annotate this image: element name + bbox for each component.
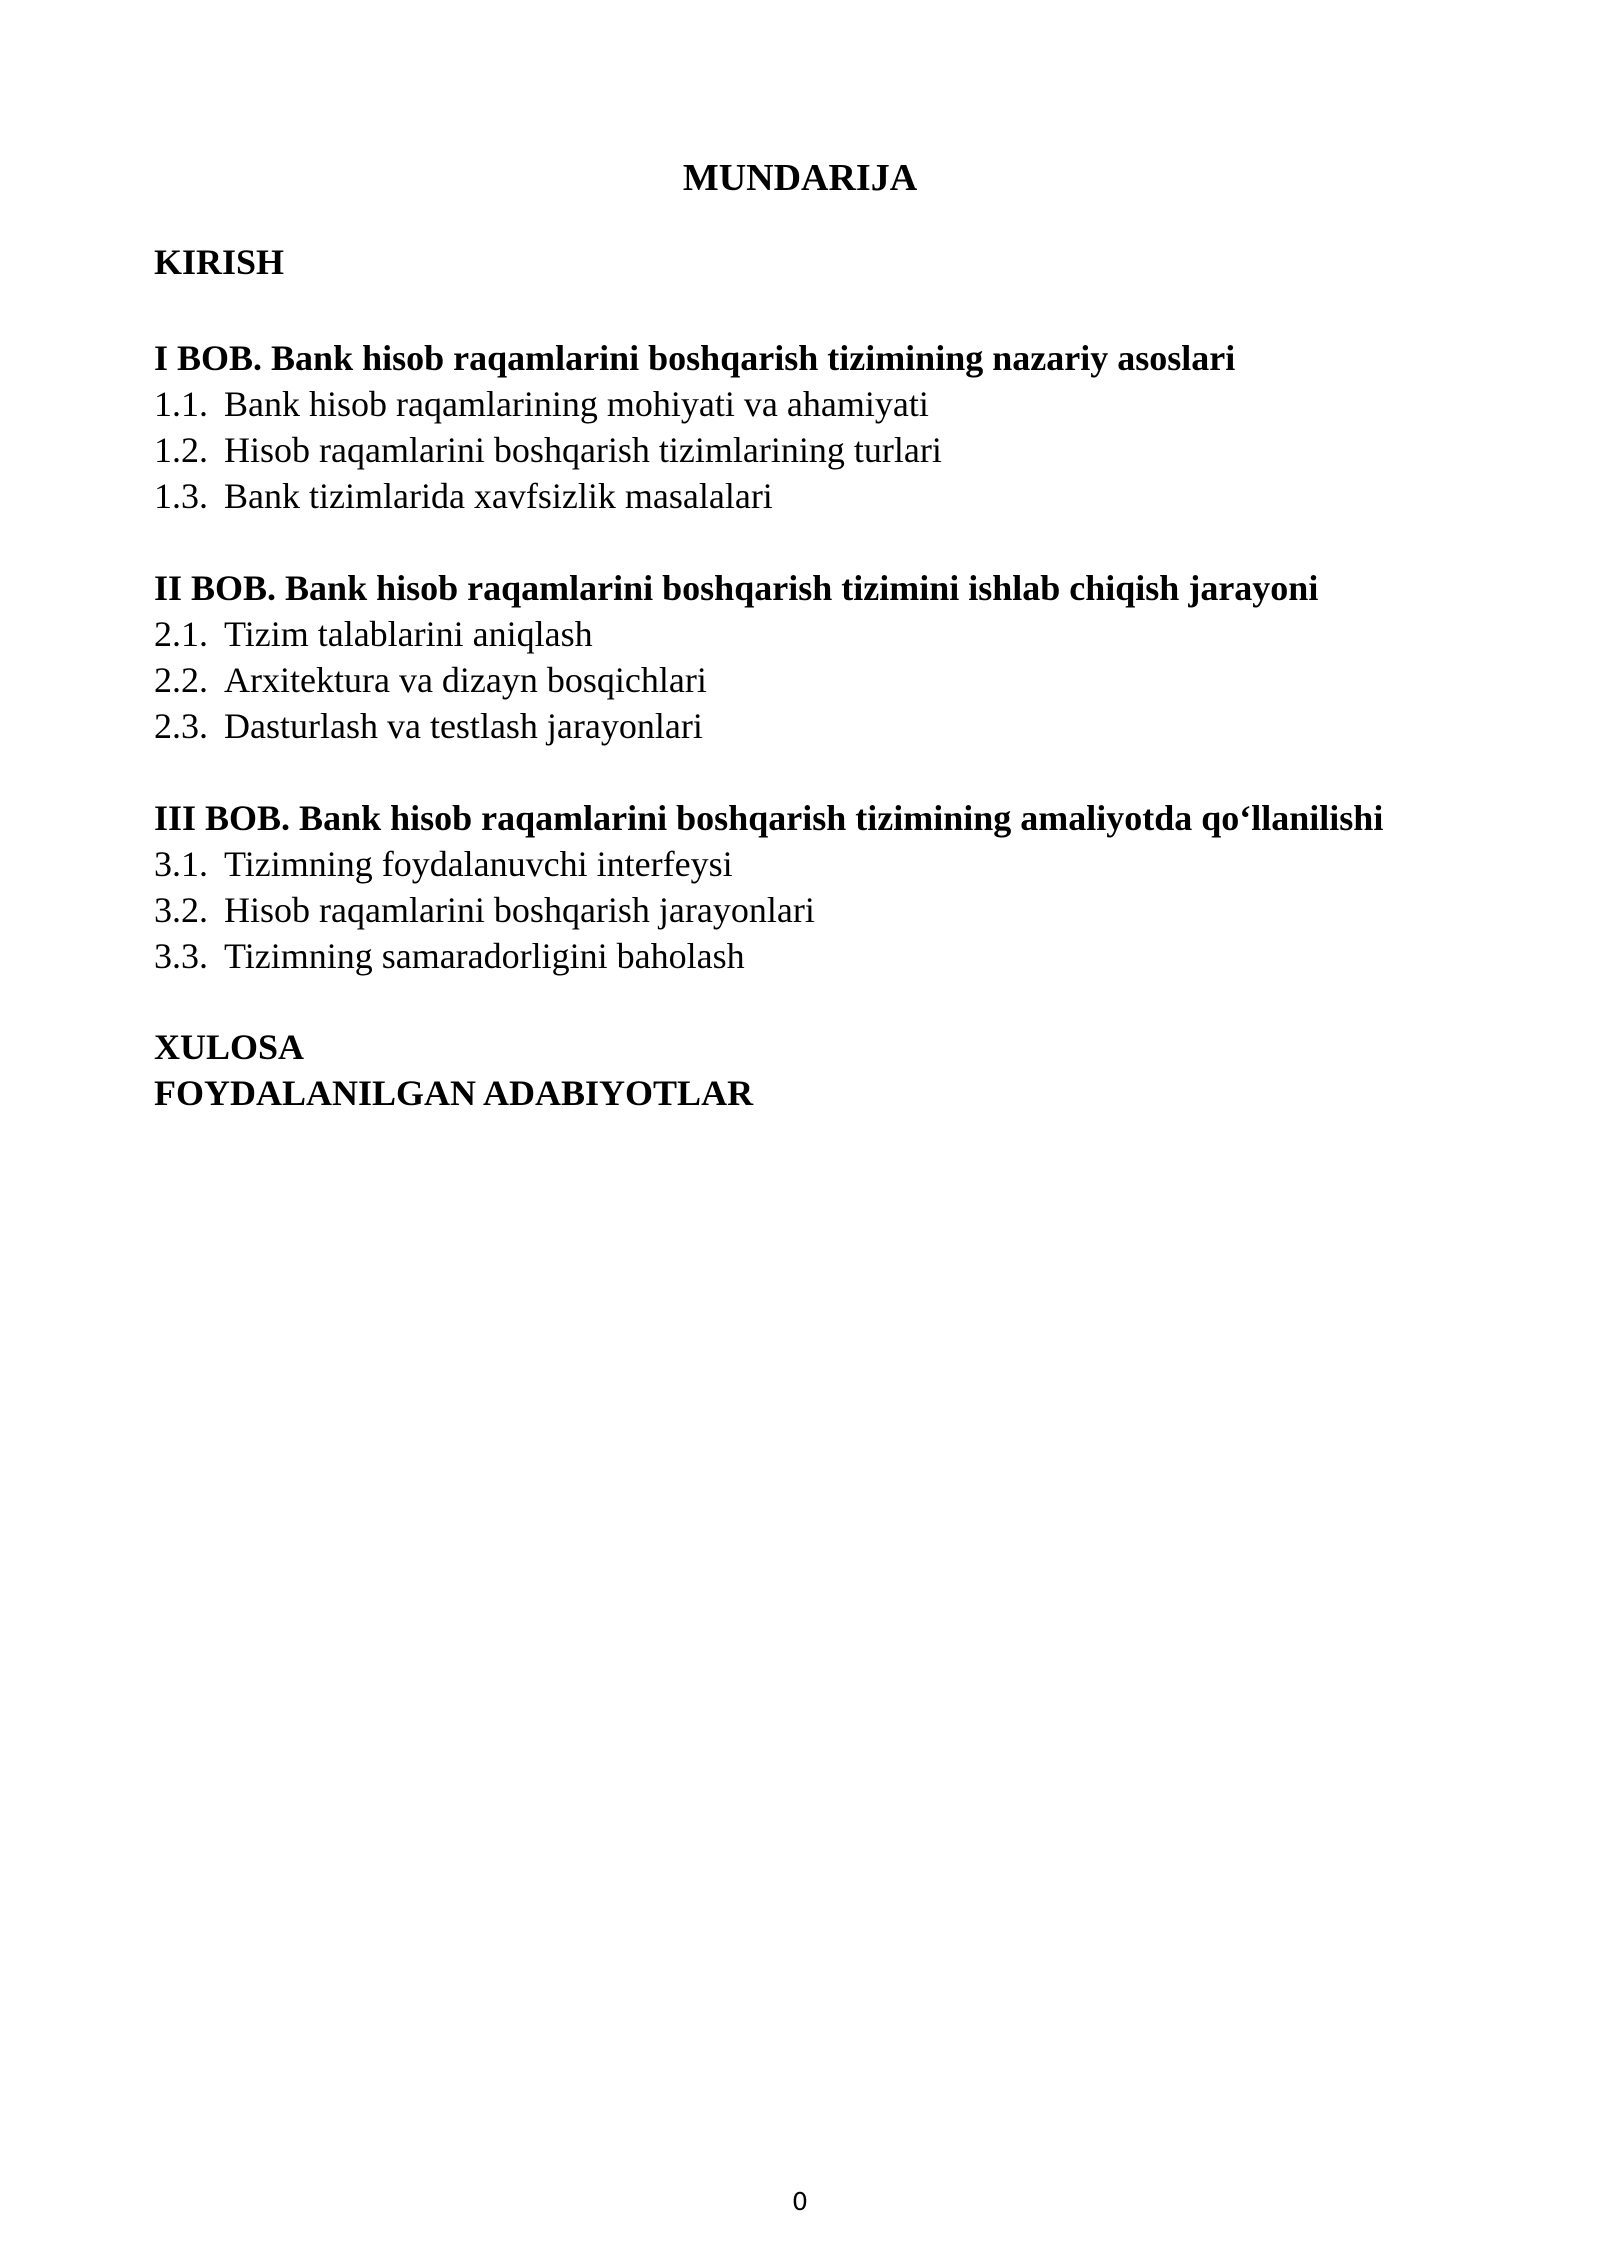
toc-chapter-1: I BOB. Bank hisob raqamlarini boshqarish tizimining nazariy asoslari	[154, 338, 1236, 378]
toc-section-3-3	[154, 934, 745, 978]
toc-references: FOYDALANILGAN ADABIYOTLAR	[154, 1073, 754, 1113]
section-number: 2.1.	[154, 614, 208, 654]
page-number: 0	[792, 2187, 808, 2216]
toc-section-1-2	[154, 428, 942, 472]
toc-section-2-2	[154, 658, 707, 702]
section-title: Tizim talablarini aniqlash	[224, 614, 593, 654]
toc-section-1-3	[154, 474, 773, 518]
toc-section-3-1	[154, 842, 733, 886]
section-number: 3.3.	[154, 936, 208, 976]
section-number: 1.2.	[154, 430, 208, 470]
section-title: Tizimning samaradorligini baholash	[224, 936, 745, 976]
section-title: Hisob raqamlarini boshqarish jarayonlari	[224, 890, 815, 930]
section-title: Arxitektura va dizayn bosqichlari	[224, 660, 707, 700]
toc-section-1-1	[154, 382, 929, 426]
toc-intro: KIRISH	[154, 242, 285, 282]
toc-chapter-2: II BOB. Bank hisob raqamlarini boshqarish tizimini ishlab chiqish jarayoni	[154, 568, 1319, 608]
toc-section-3-2	[154, 888, 815, 932]
toc-section-2-3	[154, 704, 703, 748]
toc-section-2-1	[154, 612, 593, 656]
section-title: Bank tizimlarida xavfsizlik masalalari	[224, 476, 773, 516]
section-title: Hisob raqamlarini boshqarish tizimlarining turlari	[224, 430, 942, 470]
section-title: Dasturlash va testlash jarayonlari	[224, 706, 703, 746]
section-number: 3.2.	[154, 890, 208, 930]
section-number: 1.1.	[154, 384, 208, 424]
section-title: Tizimning foydalanuvchi interfeysi	[224, 844, 733, 884]
section-number: 2.2.	[154, 660, 208, 700]
page-title: MUNDARIJA	[682, 157, 918, 199]
section-number: 2.3.	[154, 706, 208, 746]
section-number: 3.1.	[154, 844, 208, 884]
toc-conclusion: XULOSA	[154, 1027, 305, 1067]
section-number: 1.3.	[154, 476, 208, 516]
section-title: Bank hisob raqamlarining mohiyati va ahamiyati	[224, 384, 929, 424]
toc-chapter-3: III BOB. Bank hisob raqamlarini boshqarish tizimining amaliyotda qo‘llanilishi	[154, 798, 1384, 838]
